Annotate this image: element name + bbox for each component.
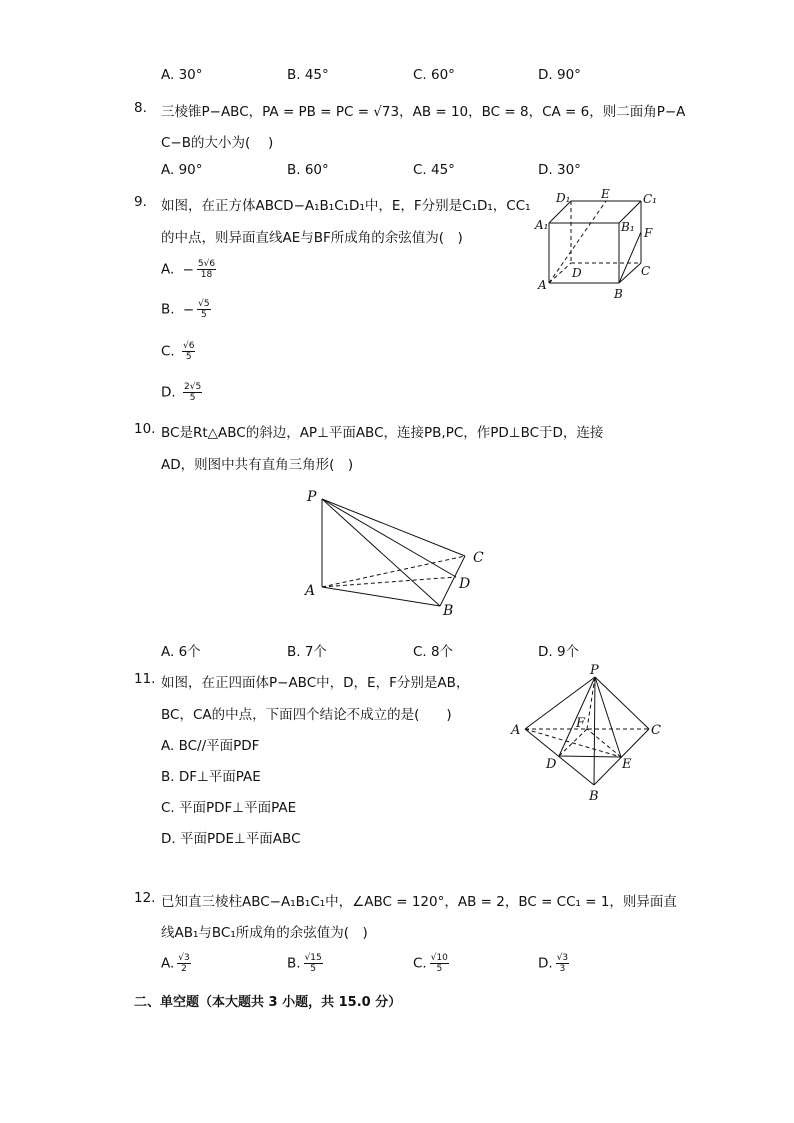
q10-stem-line2: AD，则图中共有直角三角形( ) — [161, 457, 354, 473]
q11-option-c: C. 平面PDF⊥平面PAE — [161, 800, 297, 816]
q9-option-d-num: 2√5 — [183, 382, 202, 392]
q11-number: 11. — [134, 671, 156, 687]
q9-option-a-fraction — [197, 259, 216, 280]
q7-option-b: B. 45° — [287, 67, 329, 83]
q12-option-b-num: √15 — [304, 953, 322, 963]
q7-option-d: D. 90° — [538, 67, 581, 83]
q9-option-a-den: 18 — [200, 270, 213, 280]
q12-option-d-den: 3 — [559, 964, 566, 974]
label-f: F — [576, 716, 586, 731]
q10-option-d: D. 9个 — [538, 644, 580, 660]
label-a: A — [305, 583, 316, 599]
label-b: B — [614, 287, 623, 301]
hidden-edge-a-d — [549, 263, 571, 283]
q9-option-c-fraction — [182, 341, 195, 362]
q8-number: 8. — [134, 100, 147, 116]
q9-option-b-num: √5 — [198, 299, 210, 309]
label-b: B — [589, 789, 599, 804]
edge-p-b — [594, 677, 595, 785]
q9-option-b-label: B. — [161, 301, 175, 318]
q12-option-c-fraction — [430, 953, 449, 974]
hidden-segment-a-d — [322, 577, 456, 587]
label-e: E — [601, 187, 610, 201]
q9-option-d-label: D. — [161, 384, 176, 401]
label-d: D — [572, 266, 582, 280]
q12-option-c-num: √10 — [430, 953, 448, 963]
q10-tetra-figure — [295, 482, 495, 622]
q12-option-a-den: 2 — [181, 964, 187, 974]
label-d1: D₁ — [556, 191, 571, 205]
hidden-segment-a-e — [525, 729, 621, 757]
q9-stem-line1: 如图，在正方体ABCD−A₁B₁C₁D₁中，E，F分别是C₁D₁，CC₁ — [161, 198, 531, 214]
hidden-segment-a-c — [322, 556, 465, 587]
q9-option-d-fraction — [183, 382, 202, 403]
label-c: C — [641, 264, 651, 278]
q8-option-a: A. 90° — [161, 162, 203, 178]
q9-option-b-den: 5 — [201, 310, 207, 320]
q10-option-a: A. 6个 — [161, 644, 201, 660]
q11-tetrahedron-figure — [505, 660, 675, 805]
label-c: C — [473, 550, 484, 566]
label-p: P — [307, 489, 317, 505]
q12-option-d — [538, 953, 569, 974]
q8-stem-line1: 三棱锥P−ABC，PA = PB = PC = √73，AB = 10，BC = 8，CA = 6，则二面角P−A — [161, 104, 686, 120]
q9-option-a — [161, 259, 216, 280]
q12-option-c-label: C. — [413, 955, 427, 972]
q8-option-c: C. 45° — [413, 162, 455, 178]
q12-stem-line2: 线AB₁与BC₁所成角的余弦值为( ) — [161, 925, 368, 941]
q12-option-a-label: A. — [161, 955, 175, 972]
label-b: B — [443, 603, 454, 619]
label-a: A — [538, 278, 547, 292]
label-d: D — [546, 757, 557, 772]
q12-option-b-fraction — [304, 953, 323, 974]
q8-option-b: B. 60° — [287, 162, 329, 178]
q10-number: 10. — [134, 421, 156, 437]
segment-d-e — [559, 756, 621, 757]
q9-option-d-den: 5 — [189, 393, 196, 403]
q12-option-c — [413, 953, 449, 974]
q9-stem-line2: 的中点，则异面直线AE与BF所成角的余弦值为( ) — [161, 230, 463, 246]
q8-option-d: D. 30° — [538, 162, 581, 178]
label-a: A — [511, 723, 521, 738]
q10-option-b: B. 7个 — [287, 644, 327, 660]
q9-option-a-label: A. — [161, 261, 175, 278]
q9-option-a-sign: − — [182, 261, 194, 278]
q9-number: 9. — [134, 194, 147, 210]
q10-stem-line1: BC是Rt△ABC的斜边，AP⊥平面ABC，连接PB,PC，作PD⊥BC于D，连接 — [161, 425, 604, 441]
label-e: E — [622, 757, 632, 772]
q9-option-c-den: 5 — [185, 352, 192, 362]
segment-p-c — [322, 499, 465, 556]
q12-option-a-num: √3 — [178, 953, 190, 963]
q10-option-c: C. 8个 — [413, 644, 454, 660]
edge-a-b — [525, 729, 594, 785]
q12-option-b-den: 5 — [310, 964, 317, 974]
q12-option-d-num: √3 — [556, 953, 569, 963]
segment-p-d — [322, 499, 456, 577]
label-d: D — [459, 576, 471, 592]
q11-option-a: A. BC//平面PDF — [161, 738, 260, 754]
q9-option-c-num: √6 — [183, 341, 195, 351]
q7-option-c: C. 60° — [413, 67, 455, 83]
q12-option-c-den: 5 — [436, 964, 443, 974]
q12-stem-line1: 已知直三棱柱ABC−A₁B₁C₁中，∠ABC = 120°，AB = 2，BC = CC₁ = 1，则异面直 — [161, 894, 677, 910]
hidden-segment-e-f — [587, 729, 621, 757]
q11-stem-line1: 如图，在正四面体P−ABC中，D，E，F分别是AB， — [161, 675, 470, 691]
q8-stem-line2: C−B的大小为( ) — [161, 135, 274, 151]
q12-option-d-label: D. — [538, 955, 553, 972]
label-a1: A₁ — [535, 218, 549, 232]
q9-option-c-label: C. — [161, 343, 175, 360]
q12-option-b-label: B. — [287, 955, 301, 972]
q9-option-d — [161, 382, 202, 403]
q9-option-b — [161, 299, 211, 320]
label-b1: B₁ — [621, 220, 635, 234]
q9-option-c — [161, 341, 195, 362]
q9-option-b-fraction — [197, 299, 210, 320]
q9-cube-figure — [530, 185, 670, 305]
edge-b-c — [619, 263, 641, 283]
q11-stem-line2: BC，CA的中点，下面四个结论不成立的是( ) — [161, 707, 452, 723]
q12-number: 12. — [134, 890, 156, 906]
label-c1: C₁ — [643, 192, 657, 206]
q9-option-b-sign: − — [182, 301, 195, 318]
q9-option-a-num: 5√6 — [197, 259, 216, 269]
label-p: P — [590, 663, 599, 678]
q12-option-d-fraction — [556, 953, 569, 974]
q12-option-a — [161, 953, 191, 974]
q7-option-a: A. 30° — [161, 67, 203, 83]
q12-option-a-fraction — [177, 953, 190, 974]
segment-b-f — [619, 232, 641, 283]
q12-option-b — [287, 953, 323, 974]
section-2-title: 二、单空题（本大题共 3 小题，共 15.0 分） — [134, 995, 402, 1010]
q11-option-d: D. 平面PDE⊥平面ABC — [161, 831, 301, 847]
label-f: F — [644, 226, 653, 240]
q11-option-b: B. DF⊥平面PAE — [161, 769, 261, 785]
label-c: C — [651, 723, 661, 738]
